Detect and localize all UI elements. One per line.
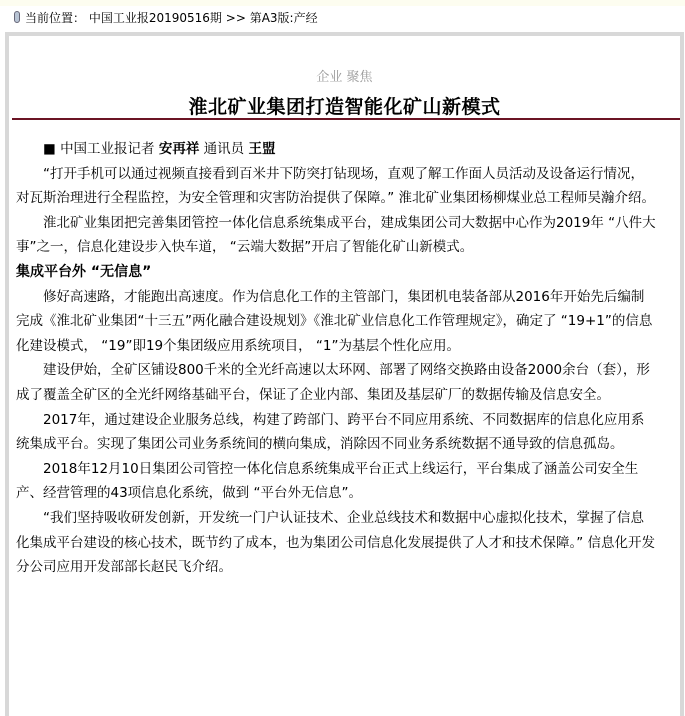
breadcrumb-separator: >>: [225, 11, 246, 25]
paragraph: 修好高速路，才能跑出高速度。作为信息化工作的主管部门，集团机电装备部从2016年开始先后编制完成《淮北矿业集团“十三五”两化融合建设规划》《淮北矿业信息化工作管理规定》，确定了 “19+1”的信息化建设模式， “19”即19个集团级应用系统项目， “1”为基层个性化应用。: [16, 288, 653, 354]
breadcrumb: [14, 10, 318, 26]
byline-role: 通讯员: [203, 141, 245, 157]
breadcrumb-issue-link[interactable]: 中国工业报20190516期: [88, 11, 222, 25]
paragraph: “打开手机可以通过视频直接看到百米井下防突打钻现场，直观了解工作面人员活动及设备运行情况，对瓦斯治理进行全程监控，为安全管理和灾害防治提供了保障。” 淮北矿业集团杨柳煤业总工程师吴瀚介绍。: [16, 165, 656, 207]
pin-icon: [14, 11, 20, 23]
paragraph: 2018年12月10日集团公司管控一体化信息系统集成平台正式上线运行，平台集成了涵盖公司安全生产、经营管理的43项信息化系统，做到 “平台外无信息”。: [16, 460, 639, 502]
bullet-icon: ■: [43, 141, 56, 157]
breadcrumb-section-link[interactable]: 第A3版:产经: [249, 11, 318, 25]
byline-prefix: 中国工业报记者: [60, 141, 155, 157]
top-strip: [0, 0, 685, 6]
section-heading: 集成平台外 “无信息”: [16, 263, 152, 280]
paragraph: 建设伊始，全矿区铺设800千米的全光纤高速以太环网、部署了网络交换路由设备2000余台（套），形成了覆盖全矿区的全光纤网络基础平台，保证了企业内部、集团及基层矿厂的数据传输及信息安全。: [16, 362, 650, 403]
title-divider: [12, 118, 680, 120]
byline: [16, 137, 656, 162]
paragraph: 淮北矿业集团把完善集团管控一体化信息系统集成平台，建成集团公司大数据中心作为2019年 “八件大事”之一，信息化建设步入快车道， “云端大数据”开启了智能化矿山新模式。: [16, 214, 656, 256]
article-body: [16, 137, 656, 580]
breadcrumb-label: 当前位置：: [25, 11, 86, 25]
article-paragraphs: [16, 162, 656, 580]
paragraph: 2017年，通过建设企业服务总线，构建了跨部门、跨平台不同应用系统、不同数据库的信息化应用系统集成平台。实现了集团公司业务系统间的横向集成，消除因不同业务系统数据不通导致的信息孤岛。: [16, 411, 645, 453]
article-kicker: 企业 聚焦: [316, 70, 373, 85]
correspondent-name: 王盟: [248, 141, 276, 157]
reporter-name: 安再祥: [158, 141, 200, 157]
article-title: 淮北矿业集团打造智能化矿山新模式: [188, 96, 501, 118]
paragraph: “我们坚持吸收研发创新，开发统一门户认证技术、企业总线技术和数据中心虚拟化技术，掌握了信息化集成平台建设的核心技术，既节约了成本，也为集团公司信息化发展提供了人才和技术保障。” 信息化开发分公司应用开发部部长赵民飞介绍。: [16, 509, 656, 576]
